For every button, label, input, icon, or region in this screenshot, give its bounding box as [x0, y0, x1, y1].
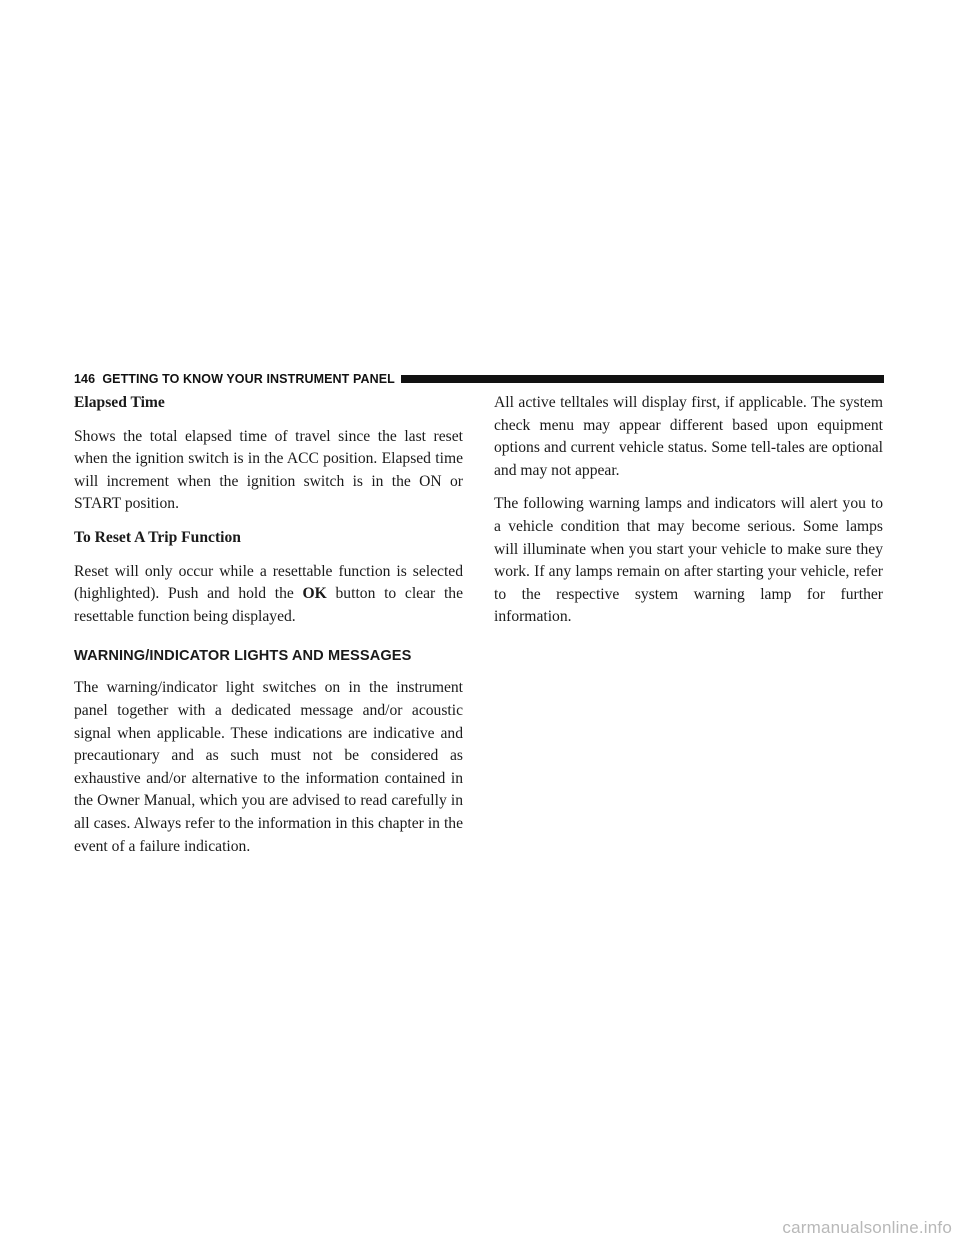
ok-button-label: OK	[302, 585, 327, 603]
reset-trip-body-end: button to clear the resettable function being displayed.	[74, 585, 463, 625]
page-header	[74, 371, 884, 387]
reset-trip-body	[74, 561, 463, 629]
chapter-title: GETTING TO KNOW YOUR INSTRUMENT PANEL	[102, 372, 395, 386]
reset-trip-body-start: Reset will only occur while a resettable function is selected (highlighted). Push and hold the	[74, 562, 463, 603]
elapsed-time-heading: Elapsed Time	[74, 394, 165, 411]
reset-trip-heading: To Reset A Trip Function	[74, 528, 241, 546]
warning-section-body: The warning/indicator light switches on in the instrument panel together with a dedicated message and/or acoustic signal when applicable. These indications are indicative and precautionary and as such must not be considered as exhaustive and/or alternative to the information contained in the Owner Manual, which you are advised to read carefully in all cases. Always refer to the information in this chapter in the event of a failure indication.	[74, 679, 463, 855]
watermark-text: carmanualsonline.info	[782, 1218, 952, 1237]
page-number: 146	[74, 372, 96, 386]
right-column	[494, 392, 883, 640]
page-header-text	[74, 372, 395, 386]
telltales-paragraph: All active telltales will display first, if applicable. The system check menu may appear different based upon equipment options and current vehicle status. Some tell-tales are optional and may not appear.	[494, 394, 883, 479]
elapsed-time-body: Shows the total elapsed time of travel since the last reset when the ignition switch is in the ACC position. Elapsed time will increment when the ignition switch is in the ON or START position.	[74, 427, 463, 513]
warning-lamps-paragraph: The following warning lamps and indicators will alert you to a vehicle condition that may become serious. Some lamps will illuminate when you start your vehicle to make sure they work. If any lamps remain on after starting your vehicle, refer to the respective system warning lamp for further information.	[494, 495, 883, 626]
left-column	[74, 392, 463, 869]
header-rule	[401, 375, 884, 383]
warning-section-heading: WARNING/INDICATOR LIGHTS AND MESSAGES	[74, 648, 412, 665]
